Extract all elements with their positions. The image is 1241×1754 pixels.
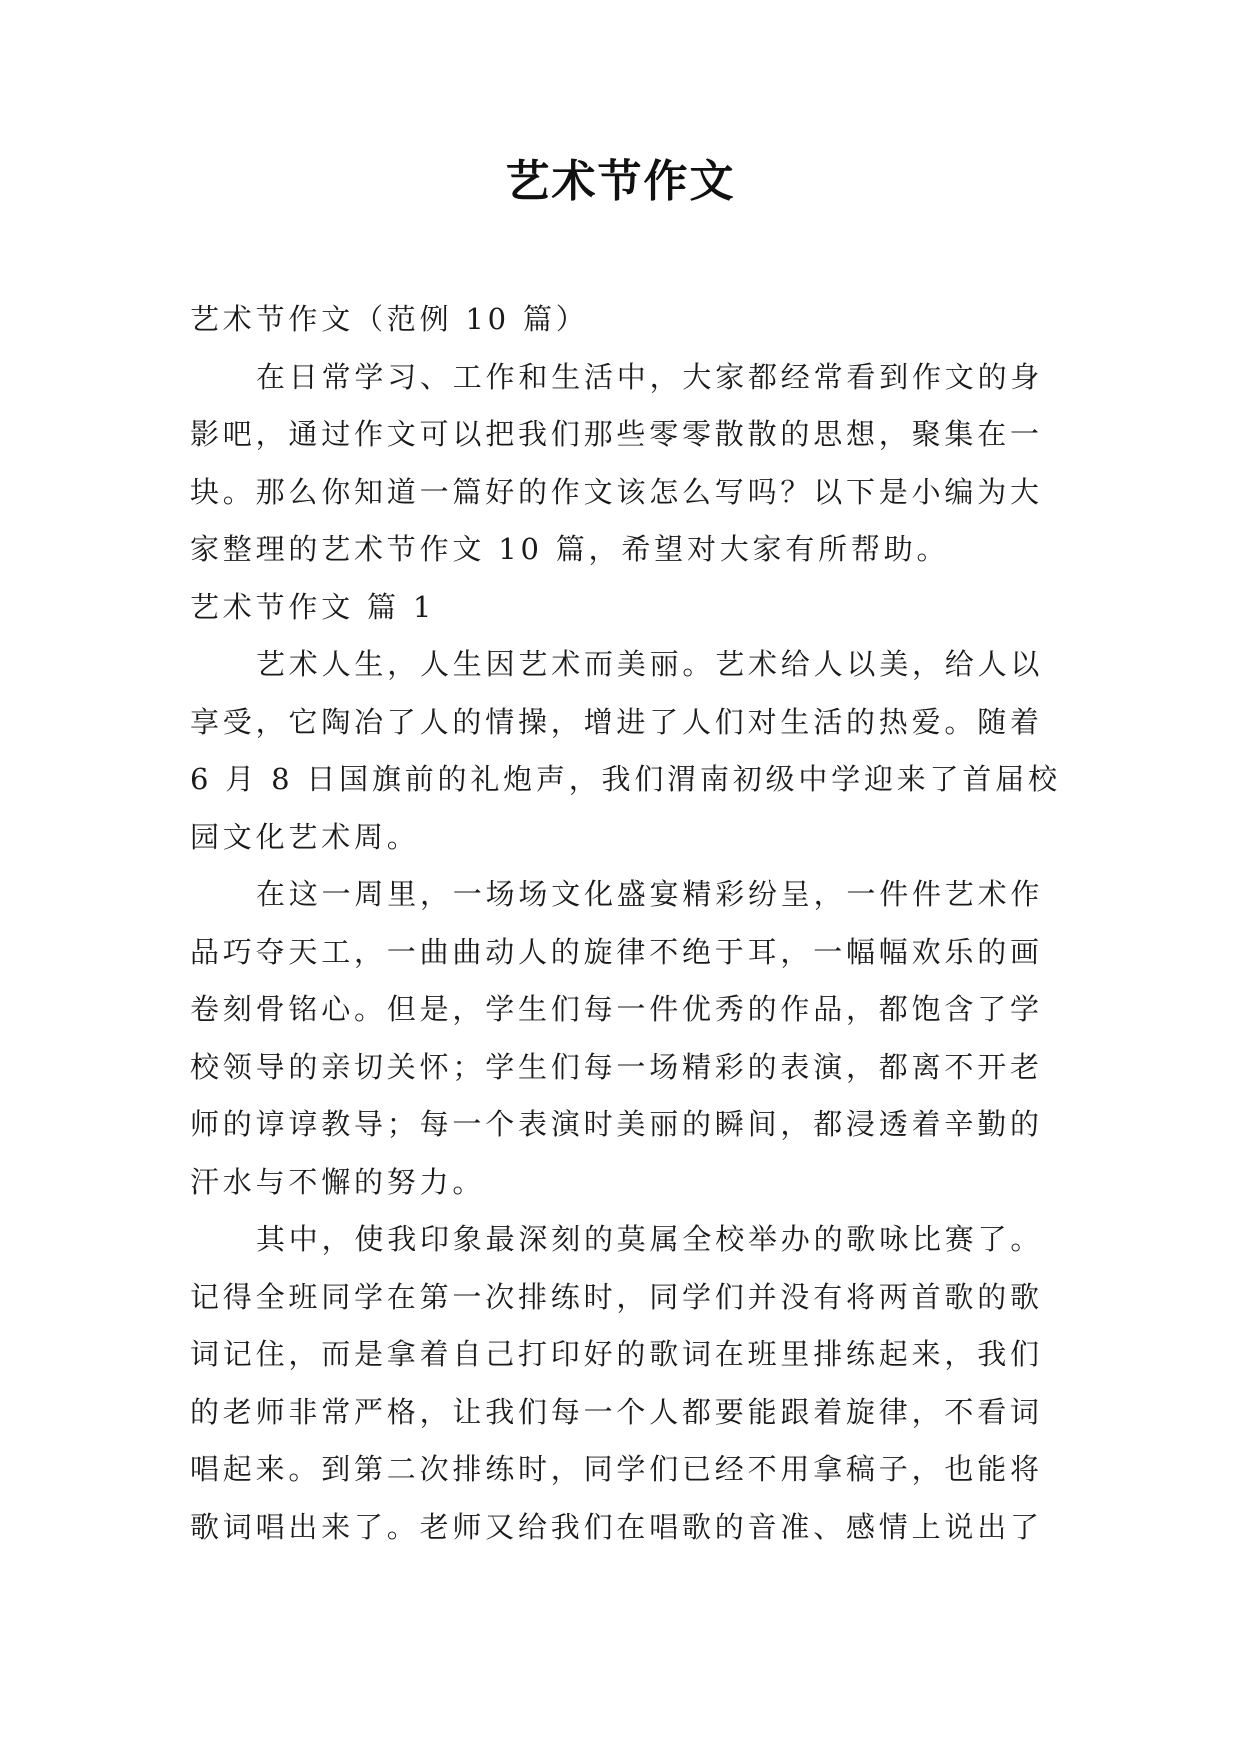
paragraph-line: 家整理的艺术节作文 10 篇，希望对大家有所帮助。 <box>190 532 950 566</box>
paragraph-line: 块。那么你知道一篇好的作文该怎么写吗？以下是小编为大 <box>190 474 1043 509</box>
paragraph-line: 6 月 8 日国旗前的礼炮声，我们渭南初级中学迎来了首届校 <box>190 762 1061 796</box>
subtitle-line: 艺术节作文（范例 10 篇） <box>190 302 589 336</box>
paragraph-line: 的老师非常严格，让我们每一个人都要能跟着旋律，不看词 <box>190 1394 1043 1429</box>
paragraph-line: 在日常学习、工作和生活中，大家都经常看到作文的身 <box>256 359 1044 394</box>
paragraph-line: 师的谆谆教导；每一个表演时美丽的瞬间，都浸透着辛勤的 <box>190 1107 1043 1141</box>
document-body <box>190 291 1061 1556</box>
document-title: 艺术节作文 <box>505 156 736 207</box>
paragraph-line: 艺术人生，人生因艺术而美丽。艺术给人以美，给人以 <box>256 647 1044 681</box>
paragraph-line: 卷刻骨铭心。但是，学生们每一件优秀的作品，都饱含了学 <box>190 992 1043 1026</box>
paragraph-line: 享受，它陶冶了人的情操，增进了人们对生活的热爱。随着 <box>190 704 1043 739</box>
paragraph-line: 其中，使我印象最深刻的莫属全校举办的歌咏比赛了。 <box>256 1222 1044 1256</box>
paragraph-line: 唱起来。到第二次排练时，同学们已经不用拿稿子，也能将 <box>190 1452 1043 1486</box>
paragraph-line: 校领导的亲切关怀；学生们每一场精彩的表演，都离不开老 <box>190 1049 1043 1084</box>
paragraph-line: 记得全班同学在第一次排练时，同学们并没有将两首歌的歌 <box>190 1279 1043 1314</box>
paragraph-line: 在这一周里，一场场文化盛宴精彩纷呈，一件件艺术作 <box>256 877 1044 911</box>
section-heading: 艺术节作文 篇 1 <box>190 589 436 624</box>
paragraph-line: 影吧，通过作文可以把我们那些零零散散的思想，聚集在一 <box>190 417 1043 451</box>
paragraph-line: 歌词唱出来了。老师又给我们在唱歌的音准、感情上说出了 <box>190 1509 1043 1544</box>
paragraph-line: 园文化艺术周。 <box>190 819 420 854</box>
paragraph-line: 词记住，而是拿着自己打印好的歌词在班里排练起来，我们 <box>190 1337 1043 1371</box>
paragraph-line: 品巧夺天工，一曲曲动人的旋律不绝于耳，一幅幅欢乐的画 <box>190 934 1043 969</box>
paragraph-line: 汗水与不懈的努力。 <box>190 1164 486 1199</box>
